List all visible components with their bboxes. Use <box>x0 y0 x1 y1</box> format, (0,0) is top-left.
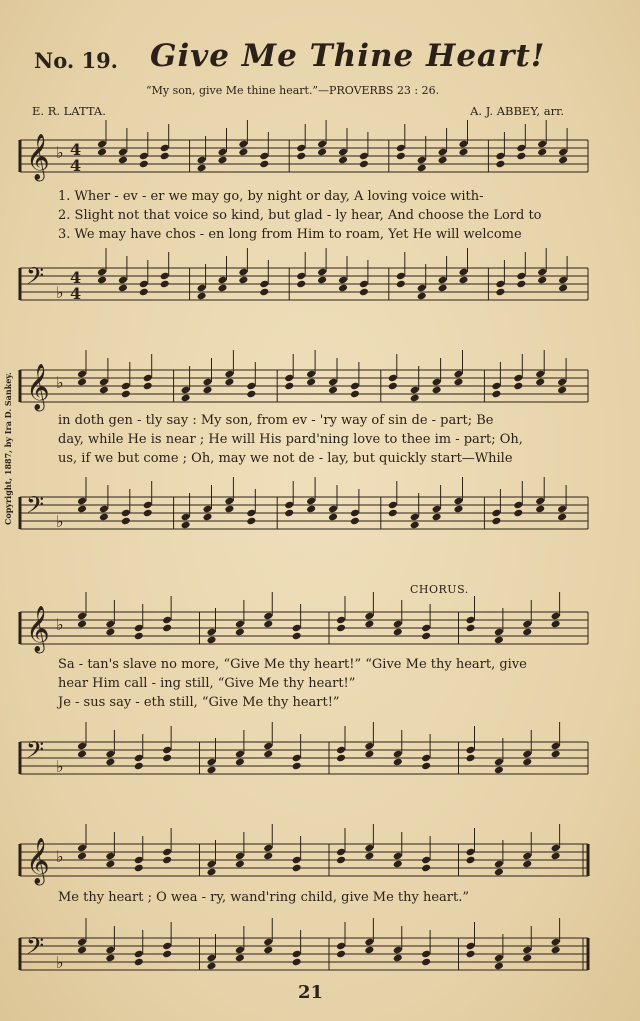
lyric-line-2-verse-2: day, while He is near ; He will His pard'ning love to thee im - part; Oh, <box>58 432 523 447</box>
note-head <box>359 160 369 169</box>
lyric-line-2-verse-3: us, if we but come ; Oh, may we not de - lay, but quickly start—While <box>58 451 513 466</box>
note-head <box>259 160 269 169</box>
lyric-line-1-verse-1: 1. Wher - ev - er we may go, by night or day, A loving voice with- <box>58 189 484 204</box>
note-head <box>217 284 227 293</box>
note-head <box>350 517 360 526</box>
note-head <box>206 868 216 877</box>
bass-staff-1 <box>18 256 592 316</box>
note-head <box>235 758 245 767</box>
note-head <box>458 276 468 285</box>
note-head <box>160 152 170 161</box>
note-head <box>99 386 109 395</box>
note-head <box>306 378 316 387</box>
music-system-4 <box>18 826 592 976</box>
note-head <box>162 754 172 763</box>
lyric-line-3-verse-1: Sa - tan's slave no more, “Give Me thy heart!” “Give Me thy heart, give <box>58 657 527 672</box>
hymn-number: No. 19. <box>34 48 118 73</box>
note-head <box>77 750 87 759</box>
note-head <box>465 754 475 763</box>
note-head <box>77 620 87 629</box>
note-head <box>494 962 504 971</box>
lyric-line-3-verse-3: Je - sus say - eth still, “Give Me thy heart!” <box>58 695 340 710</box>
note-head <box>105 758 115 767</box>
bass-clef-icon: 𝄢 <box>26 262 45 295</box>
note-head <box>263 852 273 861</box>
key-flat-icon: ♭ <box>56 283 64 302</box>
note-head <box>118 284 128 293</box>
note-head <box>421 864 431 873</box>
note-head <box>296 280 306 289</box>
lyric-line-2-verse-1: in doth gen - tly say : My son, from ev - 'ry way of sin de - part; Be <box>58 413 494 428</box>
bass-staff-2 <box>18 485 592 545</box>
note-head <box>77 378 87 387</box>
key-flat-icon: ♭ <box>56 373 64 392</box>
note-head <box>77 505 87 514</box>
hymn-title: Give Me Thine Heart! <box>150 38 546 74</box>
note-head <box>336 754 346 763</box>
note-head <box>206 766 216 775</box>
note-head <box>364 750 374 759</box>
treble-clef-icon: 𝄞 <box>26 606 50 652</box>
note-head <box>551 750 561 759</box>
note-head <box>105 860 115 869</box>
note-head <box>537 148 547 157</box>
note-head <box>393 954 403 963</box>
note-head <box>238 276 248 285</box>
note-head <box>206 636 216 645</box>
note-head <box>105 954 115 963</box>
lyric-line-4-verse-1: Me thy heart ; O wea - ry, wand'ring child, give Me thy heart.” <box>58 890 470 905</box>
note-head <box>246 517 256 526</box>
note-head <box>465 856 475 865</box>
note-head <box>557 386 567 395</box>
bass-staff-4 <box>18 926 592 986</box>
note-head <box>134 632 144 641</box>
note-head <box>284 509 294 518</box>
treble-staff-2 <box>18 358 592 418</box>
note-head <box>292 958 302 967</box>
note-head <box>393 628 403 637</box>
note-head <box>134 762 144 771</box>
note-head <box>551 852 561 861</box>
note-head <box>139 288 149 297</box>
note-head <box>317 148 327 157</box>
note-head <box>105 628 115 637</box>
note-head <box>421 762 431 771</box>
treble-clef-icon: 𝄞 <box>26 364 50 410</box>
note-head <box>558 284 568 293</box>
note-head <box>246 390 256 399</box>
treble-staff-4 <box>18 832 592 892</box>
note-head <box>513 509 523 518</box>
note-head <box>494 636 504 645</box>
note-head <box>197 164 207 173</box>
note-head <box>162 856 172 865</box>
bass-clef-icon: 𝄢 <box>26 736 45 769</box>
note-head <box>350 390 360 399</box>
treble-clef-icon: 𝄞 <box>26 838 50 884</box>
lyric-line-1-verse-2: 2. Slight not that voice so kind, but glad - ly hear, And choose the Lord to <box>58 208 542 223</box>
note-head <box>336 624 346 633</box>
note-head <box>396 280 406 289</box>
note-head <box>160 280 170 289</box>
note-head <box>417 292 427 301</box>
note-head <box>263 750 273 759</box>
note-head <box>162 624 172 633</box>
bass-clef-icon: 𝄢 <box>26 932 45 965</box>
note-head <box>491 517 501 526</box>
note-head <box>99 513 109 522</box>
note-head <box>551 620 561 629</box>
note-head <box>259 288 269 297</box>
note-head <box>465 624 475 633</box>
note-head <box>438 284 448 293</box>
note-head <box>202 513 212 522</box>
note-head <box>388 382 398 391</box>
note-head <box>336 856 346 865</box>
note-head <box>202 386 212 395</box>
note-head <box>522 860 532 869</box>
scripture-epigraph: “My son, give Me thine heart.”—PROVERBS 23 : 26. <box>146 84 440 97</box>
note-head <box>306 505 316 514</box>
bass-clef-icon: 𝄢 <box>26 491 45 524</box>
note-head <box>491 390 501 399</box>
note-head <box>197 292 207 301</box>
note-head <box>263 620 273 629</box>
treble-staff-3 <box>18 600 592 660</box>
note-head <box>522 954 532 963</box>
note-head <box>134 958 144 967</box>
note-head <box>292 864 302 873</box>
note-head <box>97 276 107 285</box>
note-head <box>465 950 475 959</box>
note-head <box>421 958 431 967</box>
note-head <box>118 156 128 165</box>
note-head <box>328 386 338 395</box>
note-head <box>77 852 87 861</box>
note-head <box>238 148 248 157</box>
lyric-line-1-verse-3: 3. We may have chos - en long from Him to roam, Yet He will welcome <box>58 227 522 242</box>
note-head <box>388 509 398 518</box>
time-signature: 4 <box>70 284 82 303</box>
note-head <box>235 860 245 869</box>
time-signature: 4 <box>70 156 82 175</box>
note-head <box>558 156 568 165</box>
note-head <box>421 632 431 641</box>
copyright-text: Copyright, 1887, by Ira D. Sankey. <box>3 372 13 525</box>
key-flat-icon: ♭ <box>56 615 64 634</box>
note-head <box>535 378 545 387</box>
note-head <box>516 152 526 161</box>
note-head <box>417 164 427 173</box>
key-flat-icon: ♭ <box>56 847 64 866</box>
note-head <box>557 513 567 522</box>
note-head <box>338 156 348 165</box>
note-head <box>393 758 403 767</box>
note-head <box>396 152 406 161</box>
note-head <box>162 950 172 959</box>
treble-staff-1 <box>18 128 592 188</box>
music-system-3 <box>18 590 592 780</box>
note-head <box>522 628 532 637</box>
note-head <box>393 860 403 869</box>
note-head <box>235 954 245 963</box>
note-head <box>364 946 374 955</box>
note-head <box>410 394 420 403</box>
note-head <box>513 382 523 391</box>
note-head <box>292 632 302 641</box>
note-head <box>143 509 153 518</box>
note-head <box>364 620 374 629</box>
note-head <box>181 394 191 403</box>
bass-staff-3 <box>18 730 592 790</box>
note-head <box>458 148 468 157</box>
note-head <box>410 521 420 530</box>
note-head <box>438 156 448 165</box>
note-head <box>535 505 545 514</box>
note-head <box>235 628 245 637</box>
note-head <box>317 276 327 285</box>
note-head <box>328 513 338 522</box>
time-signature: 4 <box>70 268 82 287</box>
note-head <box>495 288 505 297</box>
note-head <box>522 758 532 767</box>
note-head <box>495 160 505 169</box>
note-head <box>143 382 153 391</box>
note-head <box>224 378 234 387</box>
key-flat-icon: ♭ <box>56 953 64 972</box>
note-head <box>338 284 348 293</box>
note-head <box>97 148 107 157</box>
copyright-notice <box>3 340 17 540</box>
key-flat-icon: ♭ <box>56 512 64 531</box>
composer-credit: A. J. ABBEY, arr. <box>470 104 564 118</box>
lyric-line-3-verse-2: hear Him call - ing still, “Give Me thy heart!” <box>58 676 356 691</box>
note-head <box>296 152 306 161</box>
music-system-1 <box>18 118 592 303</box>
note-head <box>432 513 442 522</box>
note-head <box>284 382 294 391</box>
key-flat-icon: ♭ <box>56 143 64 162</box>
note-head <box>494 868 504 877</box>
note-head <box>139 160 149 169</box>
note-head <box>336 950 346 959</box>
note-head <box>292 762 302 771</box>
note-head <box>537 276 547 285</box>
time-signature: 4 <box>70 140 82 159</box>
note-head <box>364 852 374 861</box>
note-head <box>516 280 526 289</box>
note-head <box>224 505 234 514</box>
note-head <box>77 946 87 955</box>
author-credit: E. R. LATTA. <box>32 104 106 118</box>
note-head <box>453 505 463 514</box>
music-system-2 <box>18 348 592 538</box>
note-head <box>551 946 561 955</box>
note-head <box>217 156 227 165</box>
note-head <box>263 946 273 955</box>
note-head <box>494 766 504 775</box>
chorus-label: CHORUS. <box>410 583 469 596</box>
note-head <box>121 517 131 526</box>
key-flat-icon: ♭ <box>56 757 64 776</box>
note-head <box>432 386 442 395</box>
note-head <box>453 378 463 387</box>
treble-clef-icon: 𝄞 <box>26 134 50 180</box>
page-number: 21 <box>298 982 324 1003</box>
note-head <box>206 962 216 971</box>
note-head <box>134 864 144 873</box>
note-head <box>359 288 369 297</box>
note-head <box>121 390 131 399</box>
note-head <box>181 521 191 530</box>
